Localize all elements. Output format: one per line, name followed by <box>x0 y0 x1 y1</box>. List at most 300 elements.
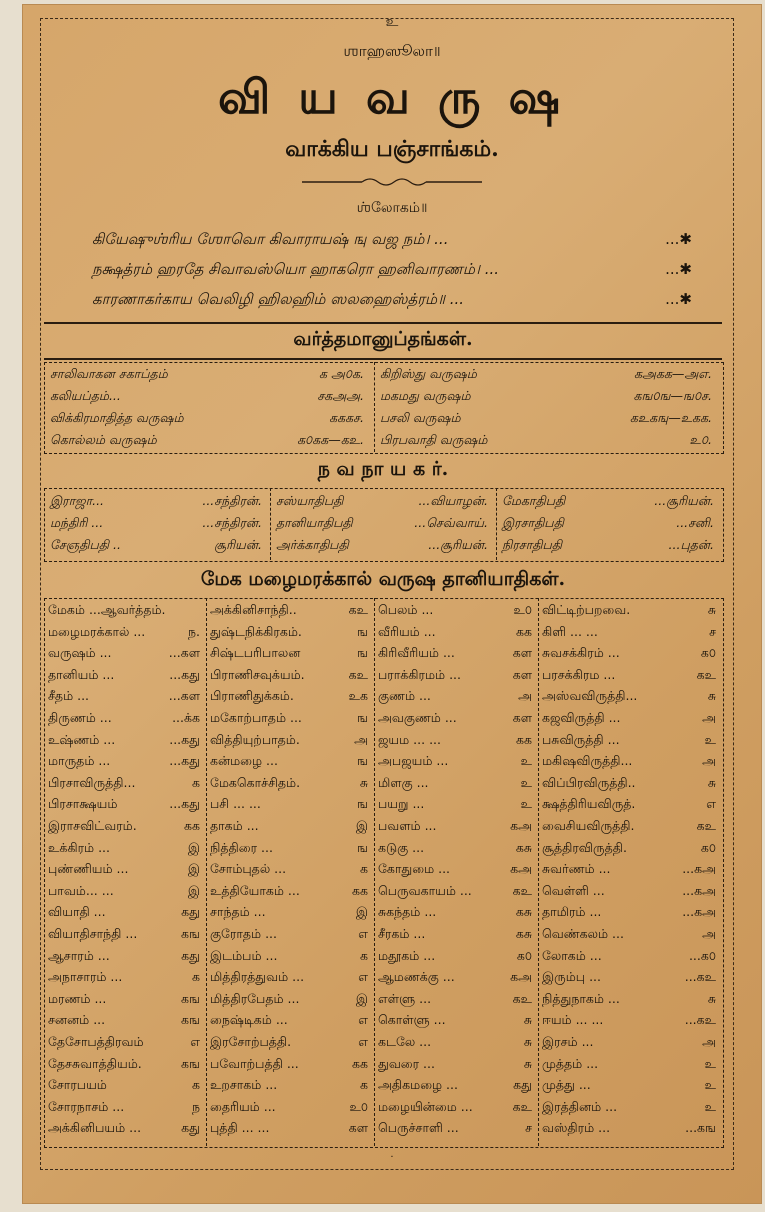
mega-label: சுகந்தம் ... <box>378 904 437 920</box>
verse-mark: ...✱ <box>665 290 692 308</box>
vartamana-row <box>380 388 716 405</box>
mega-value: ...க்க <box>172 710 200 725</box>
mega-cell <box>48 753 202 773</box>
row-label: சேஞதிபதி .. <box>50 537 121 552</box>
mega-cell <box>542 840 718 860</box>
mega-cell <box>48 667 202 687</box>
mega-cell <box>210 948 370 968</box>
mega-cell <box>378 883 534 903</box>
mega-cell <box>542 1034 718 1054</box>
mega-value: இ <box>187 882 200 898</box>
mega-label: உத்தியோகம் ... <box>210 882 300 898</box>
mega-cell <box>378 904 534 924</box>
mega-value: இ <box>187 861 200 877</box>
mega-label: மேகம் ...ஆவர்த்தம். <box>48 602 166 617</box>
row-value: கககச. <box>329 410 364 425</box>
mega-value: கள <box>512 645 532 661</box>
mega-label: தாகம் ... <box>210 818 259 833</box>
mega-value: ங <box>357 623 368 639</box>
mega-value: எ <box>358 969 368 985</box>
mega-label: சுவர்ணம் ... <box>542 861 611 877</box>
mega-label: சுவசக்கிரம் ... <box>542 645 620 661</box>
mega-label: மாருதம் ... <box>48 753 111 769</box>
mega-label: மேககொச்சிதம். <box>210 774 301 790</box>
mega-cell <box>542 861 718 881</box>
mega-cell <box>378 948 534 968</box>
mega-value: அ <box>702 1034 716 1049</box>
mega-cell <box>48 602 202 622</box>
mega-label: இராசவிட்வரம். <box>48 818 137 833</box>
bottom-dot: · <box>390 1152 394 1163</box>
row-value: சூரியன். <box>214 537 262 552</box>
mega-value: உ <box>520 753 532 769</box>
row-label: மந்திரி ... <box>50 515 104 530</box>
row-label: இரசாதிபதி <box>502 515 564 530</box>
mega-value: ...கள <box>168 688 200 704</box>
mega-label: சீதம் ... <box>48 688 90 704</box>
mega-cell <box>48 1056 202 1076</box>
mega-value: உ <box>704 731 716 747</box>
mega-cell <box>48 904 202 924</box>
mega-cell <box>210 1077 370 1097</box>
mega-label: கஜவிருத்தி ... <box>542 710 621 725</box>
mega-value: கங <box>181 1012 200 1028</box>
mega-value: சு <box>523 1012 532 1028</box>
mega-cell <box>542 926 718 946</box>
mega-cell <box>378 775 534 795</box>
mega-label: சூத்திரவிருத்தி. <box>542 839 627 855</box>
mega-value: கது <box>513 1077 532 1093</box>
mega-value: இ <box>355 990 368 1006</box>
mega-value: க௦ <box>700 839 716 855</box>
mega-label: தாமிரம் ... <box>542 904 602 920</box>
row-label: தானியாதிபதி <box>276 515 353 530</box>
mega-value: அ <box>702 753 716 769</box>
row-label: பிரபவாதி வருஷம் <box>380 432 488 447</box>
mega-value: எ <box>358 1012 368 1028</box>
mega-label: மழையின்மை ... <box>378 1098 473 1114</box>
mega-value: க <box>192 1077 200 1093</box>
mega-cell <box>542 1056 718 1076</box>
mega-label: முத்து ... <box>542 1077 591 1093</box>
row-value: சகஅஅ. <box>317 388 364 403</box>
mega-label: அஸ்வவிருத்தி... <box>542 688 638 704</box>
mega-value: கஉ <box>696 818 716 833</box>
verse-mark: ...✱ <box>665 230 692 248</box>
mega-value: ந. <box>188 623 200 639</box>
mega-value: ந <box>191 1098 200 1114</box>
mega-cell <box>378 796 534 816</box>
mega-label: துவரை ... <box>378 1055 435 1071</box>
mega-cell <box>378 1056 534 1076</box>
mega-value: சு <box>523 1055 532 1071</box>
mega-value: கது <box>181 1120 200 1136</box>
mega-label: பவோற்பத்தி ... <box>210 1055 299 1071</box>
mega-cell <box>48 861 202 881</box>
mega-cell <box>210 1012 370 1032</box>
mega-value: கஉ <box>696 666 716 682</box>
row-label: கிறிஸ்து வருஷம் <box>380 366 477 381</box>
navanayakar-title: ந வ நா ய க ர். <box>317 458 449 480</box>
mega-cell <box>542 667 718 687</box>
mega-label: அதிகமழை ... <box>378 1077 458 1093</box>
mega-label: அநாசாரம் ... <box>48 969 123 985</box>
mega-value: சு <box>707 688 716 704</box>
mega-value: ங <box>357 796 368 812</box>
mega-label: திருணம் ... <box>48 710 112 725</box>
row-value: க௦கக—கஉ. <box>297 432 364 447</box>
mega-label: சனனம் ... <box>48 1012 106 1028</box>
row-value: கஅகக—அஎ. <box>634 366 712 381</box>
decorative-flourish <box>302 176 482 188</box>
column-divider <box>374 598 375 1146</box>
mega-label: கொள்ளு ... <box>378 1012 446 1028</box>
mega-label: மரணம் ... <box>48 990 107 1006</box>
verse-mark: ...✱ <box>665 260 692 278</box>
mega-value: ...கது <box>169 666 200 682</box>
column-divider <box>538 598 539 1146</box>
mega-label: பவளம் ... <box>378 818 437 833</box>
mega-cell <box>48 688 202 708</box>
column-divider <box>496 488 497 560</box>
mega-label: பாவம்... ... <box>48 882 114 898</box>
mega-label: உறசாகம் ... <box>210 1077 278 1093</box>
mega-label: விட்டிற்பறவை. <box>542 602 631 617</box>
mega-label: கோதுமை ... <box>378 861 451 877</box>
mega-value: இ <box>355 904 368 920</box>
column-divider <box>374 362 375 452</box>
mega-value: கஉ <box>348 666 368 682</box>
mega-cell <box>48 645 202 665</box>
mega-cell <box>378 667 534 687</box>
navanayakar-row <box>50 515 264 532</box>
mega-label: இடம்பம் ... <box>210 947 278 963</box>
mega-value: கங <box>181 990 200 1006</box>
mega-value: ங <box>357 710 368 725</box>
mega-value: எ <box>190 1034 200 1049</box>
mega-value: கஉ <box>512 882 532 898</box>
mega-value: ங <box>357 645 368 661</box>
mega-label: நைஷ்டிகம் ... <box>210 1012 288 1028</box>
mega-cell <box>542 818 718 838</box>
mega-value: எ <box>358 1034 368 1049</box>
row-label: இராஜா... <box>50 493 105 508</box>
row-label: கொல்லம் வருஷம் <box>50 432 157 447</box>
mega-value: ...கது <box>169 753 200 769</box>
mega-value: ...கள <box>168 645 200 661</box>
mega-value: க <box>192 774 200 790</box>
mega-cell <box>210 883 370 903</box>
mega-cell <box>542 753 718 773</box>
year-title: வி ய வ ரு ஷ <box>218 70 566 124</box>
page-number: உ <box>385 14 399 30</box>
mega-label: பிராணிசவுக்யம். <box>210 666 305 682</box>
row-label: மேகாதிபதி <box>502 493 566 508</box>
mega-label: விப்பிரவிருத்தி.. <box>542 774 636 790</box>
mega-value: ங <box>357 839 368 855</box>
mega-value: உ <box>704 1077 716 1093</box>
mega-cell <box>48 710 202 730</box>
mega-cell <box>48 732 202 752</box>
mega-cell <box>210 1056 370 1076</box>
mega-cell <box>48 1120 202 1140</box>
mega-label: கடுகு ... <box>378 839 425 855</box>
mega-cell <box>48 1099 202 1119</box>
mega-value: கள <box>512 710 532 725</box>
sanskrit-heading: ஶாஹஸூலா॥ <box>343 42 441 60</box>
mega-cell <box>378 840 534 860</box>
mega-label: மித்திரத்துவம் ... <box>210 969 305 985</box>
mega-cell <box>48 818 202 838</box>
row-value: ...வியாழன். <box>418 493 488 508</box>
mega-cell <box>378 1012 534 1032</box>
vartamana-row <box>380 432 716 449</box>
mega-label: கிளி ... ... <box>542 623 598 639</box>
verse-line <box>92 230 692 250</box>
mega-label: இரசோற்பத்தி. <box>210 1034 292 1049</box>
mega-label: தானியம் ... <box>48 666 115 682</box>
mega-cell <box>542 732 718 752</box>
mega-value: கக <box>352 882 368 898</box>
mega-value: உ <box>704 1055 716 1071</box>
mega-cell <box>210 1034 370 1054</box>
mega-cell <box>210 926 370 946</box>
row-value: ...சூரியன். <box>428 537 488 552</box>
verse-text: காரணாகர்காய வெலிழி ஹிலஹிம் ஸலஹைஸ்த்ரம்॥ ... <box>92 290 465 308</box>
mega-cell <box>210 688 370 708</box>
mega-value: உ <box>704 1098 716 1114</box>
mega-label: துஷ்டநிக்கிரகம். <box>210 623 302 639</box>
mega-cell <box>378 1120 534 1140</box>
mega-value: ...கது <box>169 796 200 812</box>
mega-label: சோரபயம் <box>48 1077 107 1093</box>
mega-value: கஉ <box>512 1098 532 1114</box>
mega-value: கள <box>348 1120 368 1136</box>
mega-cell <box>378 1099 534 1119</box>
row-value: கங௦ங—ங௦ச. <box>633 388 712 403</box>
mega-label: இரசம் ... <box>542 1034 594 1049</box>
mega-label: வியாதி ... <box>48 904 106 920</box>
mega-label: பெருவகாயம் ... <box>378 882 472 898</box>
mega-cell <box>542 883 718 903</box>
vartamana-row <box>50 366 368 383</box>
mega-value: கக <box>516 731 532 747</box>
mega-label: மிளகு ... <box>378 774 429 790</box>
mega-value: இ <box>355 818 368 833</box>
mega-value: கக <box>516 623 532 639</box>
mega-value: கக <box>352 1055 368 1071</box>
mega-label: முத்தம் ... <box>542 1055 599 1071</box>
mega-label: பிரசாவிருத்தி... <box>48 774 136 790</box>
mega-cell <box>542 775 718 795</box>
mega-label: பசி ... ... <box>210 796 261 812</box>
mega-label: குரோதம் ... <box>210 926 277 941</box>
navanayakar-row <box>50 493 264 510</box>
mega-value: கங <box>181 1055 200 1071</box>
mega-cell <box>210 861 370 881</box>
mega-value: உ <box>520 774 532 790</box>
row-value: க அ௦க. <box>319 366 364 381</box>
mega-label: வஸ்திரம் ... <box>542 1120 611 1136</box>
mega-value: கசு <box>515 839 532 855</box>
mega-value: அ <box>702 926 716 941</box>
mega-label: உஷ்ணம் ... <box>48 731 116 747</box>
mega-cell <box>210 775 370 795</box>
mega-cell <box>48 991 202 1011</box>
row-label: நிரசாதிபதி <box>502 537 563 552</box>
mega-cell <box>378 624 534 644</box>
mega-label: இரும்பு ... <box>542 969 601 985</box>
mega-cell <box>378 732 534 752</box>
mega-cell <box>378 602 534 622</box>
mega-cell <box>210 667 370 687</box>
mega-cell <box>210 991 370 1011</box>
navanayakar-row <box>276 515 490 532</box>
mega-value: ச <box>525 1120 532 1136</box>
mega-cell <box>48 775 202 795</box>
mega-label: எள்ளு ... <box>378 990 432 1006</box>
mega-cell <box>210 796 370 816</box>
mega-label: மழைமரக்கால் ... <box>48 623 146 639</box>
row-label: பசலி வருஷம் <box>380 410 461 425</box>
mega-label: கிரிவீரியம் ... <box>378 645 455 661</box>
vartamana-row <box>380 366 716 383</box>
row-label: கலியப்தம்... <box>50 388 121 403</box>
mega-value: அ <box>518 688 532 704</box>
mega-cell <box>48 1077 202 1097</box>
mega-value: அ <box>354 731 368 747</box>
section-divider <box>44 358 722 360</box>
mega-value: க <box>360 947 368 963</box>
mega-label: ஈயம் ... ... <box>542 1012 604 1028</box>
mega-title: மேக மழைமரக்கால் வருஷ தானியாதிகள். <box>200 568 566 590</box>
vartamana-row <box>380 410 716 427</box>
shloka-heading: ஶ்லோகம்॥ <box>356 200 428 216</box>
mega-label: குணம் ... <box>378 688 431 704</box>
mega-cell <box>48 1034 202 1054</box>
mega-label: கன்மழை ... <box>210 753 278 769</box>
mega-value: க <box>192 969 200 985</box>
row-value: ...செவ்வாய். <box>414 515 488 530</box>
mega-value: ...கஅ <box>682 861 716 877</box>
row-value: ...சந்திரன். <box>202 493 262 508</box>
row-label: அர்க்காதிபதி <box>276 537 349 552</box>
mega-label: பரசக்கிரம ... <box>542 666 616 682</box>
mega-value: கது <box>181 947 200 963</box>
mega-label: வீரியம் ... <box>378 623 436 639</box>
row-value: கஉகஙு—உகக. <box>629 410 712 425</box>
mega-cell <box>542 624 718 644</box>
row-label: சாலிவாகன சகாப்தம் <box>50 366 168 381</box>
mega-cell <box>210 818 370 838</box>
mega-label: மகோற்பாதம் ... <box>210 710 302 725</box>
mega-label: நித்திரை ... <box>210 839 273 855</box>
verse-text: நக்ஷத்ரம் ஹரதே சிவாவஸ்யொ ஹாகரொ ஹனிவாரணம்। ... <box>92 260 499 278</box>
mega-label: சிஷ்டபரிபாலன <box>210 645 301 661</box>
mega-value: சு <box>523 1034 532 1049</box>
row-value: ...சனி. <box>676 515 714 530</box>
mega-label: பசுவிருத்தி ... <box>542 731 620 747</box>
mega-cell <box>48 1012 202 1032</box>
row-value: ...புதன். <box>668 537 714 552</box>
navanayakar-row <box>276 537 490 554</box>
mega-cell <box>378 710 534 730</box>
mega-label: பிரசாக்ஷயம் <box>48 796 118 812</box>
mega-cell <box>378 1077 534 1097</box>
mega-cell <box>378 969 534 989</box>
mega-value: ...கஉ <box>684 969 716 985</box>
mega-label: சோம்புதல் ... <box>210 861 287 877</box>
mega-cell <box>48 883 202 903</box>
mega-cell <box>210 904 370 924</box>
navanayakar-row <box>502 493 716 510</box>
row-label: மகமது வருஷம் <box>380 388 471 403</box>
mega-label: வியாதிசாந்தி ... <box>48 926 138 941</box>
mega-label: வருஷம் ... <box>48 645 112 661</box>
mega-label: அபஜயம் ... <box>378 753 449 769</box>
mega-value: கஅ <box>510 861 532 877</box>
mega-cell <box>542 645 718 665</box>
mega-cell <box>210 624 370 644</box>
section-divider <box>44 322 722 324</box>
mega-value: ...கஅ <box>682 882 716 898</box>
panchangam-subtitle: வாக்கிய பஞ்சாங்கம். <box>285 136 499 162</box>
mega-value: கக <box>184 818 200 833</box>
mega-cell <box>210 1120 370 1140</box>
mega-cell <box>210 732 370 752</box>
mega-label: ஜயம ... ... <box>378 731 441 747</box>
mega-cell <box>210 1099 370 1119</box>
mega-label: மித்திரபேதம் ... <box>210 990 300 1006</box>
mega-label: சாந்தம் ... <box>210 904 266 920</box>
mega-value: க௦ <box>516 947 532 963</box>
mega-label: லோகம் ... <box>542 947 602 963</box>
mega-cell <box>378 861 534 881</box>
mega-cell <box>378 753 534 773</box>
mega-cell <box>210 969 370 989</box>
mega-value: கஉ <box>348 602 368 617</box>
mega-cell <box>378 926 534 946</box>
vartamana-row <box>50 388 368 405</box>
mega-value: கஉ <box>512 990 532 1006</box>
navanayakar-row <box>276 493 490 510</box>
mega-cell <box>542 1012 718 1032</box>
mega-cell <box>378 818 534 838</box>
mega-value: உ௦ <box>349 1098 368 1114</box>
mega-value: சு <box>707 990 716 1006</box>
vartamana-row <box>50 410 368 427</box>
mega-cell <box>48 840 202 860</box>
row-value: உ௦. <box>689 432 712 447</box>
mega-label: வெண்கலம் ... <box>542 926 624 941</box>
mega-label: சோரநாசம் ... <box>48 1098 125 1114</box>
mega-label: பயறு ... <box>378 796 425 812</box>
mega-cell <box>378 688 534 708</box>
mega-value: க௦ <box>700 645 716 661</box>
mega-cell <box>378 1034 534 1054</box>
mega-label: சீரகம் ... <box>378 926 426 941</box>
mega-cell <box>542 1120 718 1140</box>
verse-line <box>92 260 692 280</box>
row-value: ...சூரியன். <box>654 493 714 508</box>
vartamana-row <box>50 432 368 449</box>
mega-value: கள <box>512 666 532 682</box>
mega-value: ...கங <box>685 1120 716 1136</box>
mega-label: அக்கினிபயம் ... <box>48 1120 142 1136</box>
mega-cell <box>48 926 202 946</box>
vartamana-title: வர்த்தமானுப்தங்கள். <box>293 328 473 350</box>
mega-label: பெருச்சாளி ... <box>378 1120 459 1136</box>
